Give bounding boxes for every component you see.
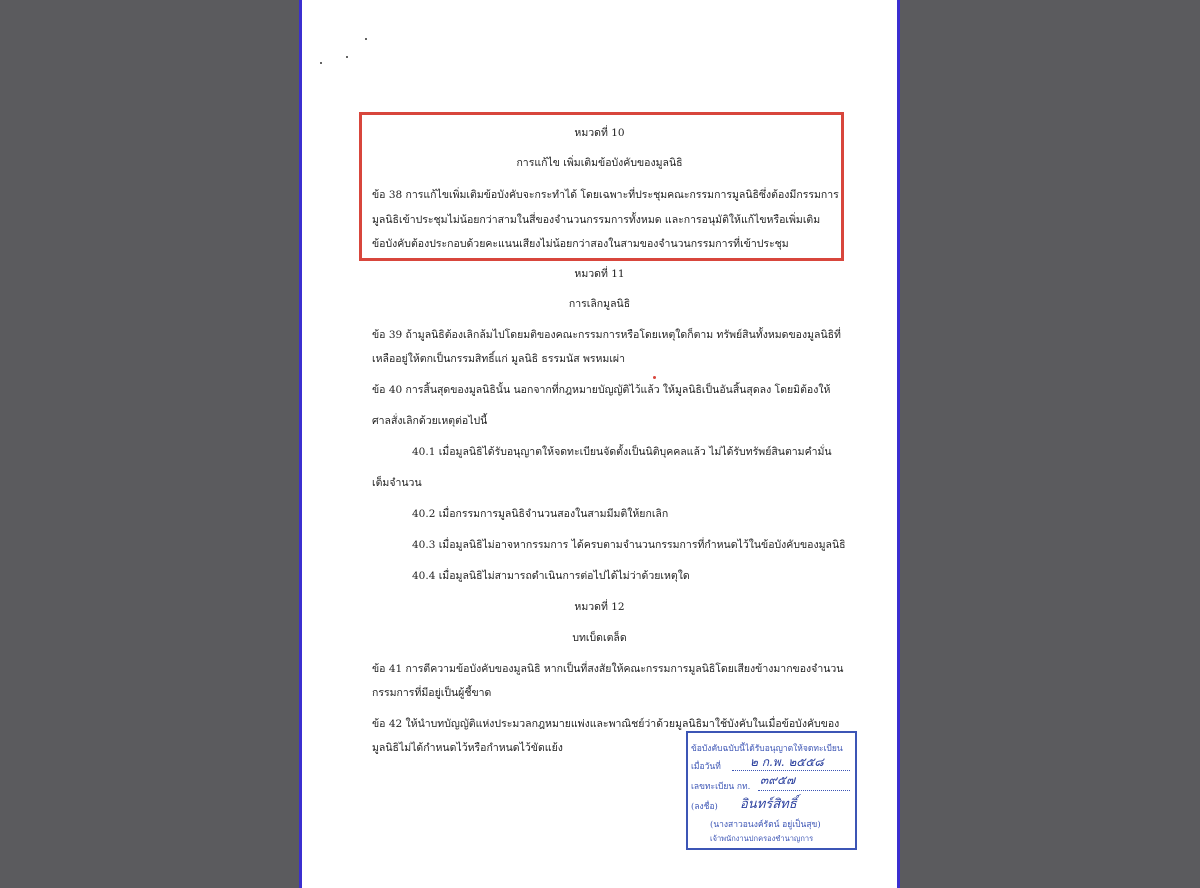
clause-42-line: ข้อ 42 ให้นำบทบัญญัติแห่งประมวลกฎหมายแพ่งและพาณิชย์ว่าด้วยมูลนิธิมาใช้บังคับในเมื่อข้อบังคับของ (372, 718, 840, 730)
stamp-officer-position: เจ้าพนักงานปกครองชำนาญการ (710, 834, 814, 843)
chapter-10-heading: หมวดที่ 10 (574, 127, 625, 139)
clause-41-line: กรรมการที่มีอยู่เป็นผู้ชี้ขาด (372, 687, 492, 699)
item-40-2: 40.2 เมื่อกรรมการมูลนิธิจำนวนสองในสามมีมติให้ยกเลิก (412, 508, 669, 520)
clause-38-line: มูลนิธิเข้าประชุมไม่น้อยกว่าสามในสี่ของจำนวนกรรมการทั้งหมด และการอนุมัติให้แก้ไขหรือเพิ่มเติม (372, 214, 821, 226)
clause-40-line: ศาลสั่งเลิกด้วยเหตุต่อไปนี้ (372, 415, 488, 427)
stamp-date-value: ๒ ก.พ. ๒๕๕๘ (750, 755, 824, 769)
scan-speck (346, 56, 348, 58)
clause-39-line: ข้อ 39 ถ้ามูลนิธิต้องเลิกล้มไปโดยมติของคณะกรรมการหรือโดยเหตุใดก็ตาม ทรัพย์สินทั้งหมดของมูลนิธิที่ (372, 329, 841, 341)
stamp-reg-line (758, 790, 850, 791)
scan-speck (320, 62, 322, 64)
item-40-1-line: 40.1 เมื่อมูลนิธิได้รับอนุญาตให้จดทะเบียนจัดตั้งเป็นนิติบุคคลแล้ว ไม่ได้รับทรัพย์สินตามคำมั่น (412, 446, 832, 458)
chapter-11-title: การเลิกมูลนิธิ (568, 298, 631, 310)
chapter-10-title: การแก้ไข เพิ่มเติมข้อบังคับของมูลนิธิ (516, 157, 683, 169)
scan-speck (365, 38, 367, 40)
ink-mark (653, 376, 656, 379)
clause-41-line: ข้อ 41 การตีความข้อบังคับของมูลนิธิ หากเป็นที่สงสัยให้คณะกรรมการมูลนิธิโดยเสียงข้างมากของจำนวน (372, 663, 844, 675)
item-40-3: 40.3 เมื่อมูลนิธิไม่อาจหากรรมการ ได้ครบตามจำนวนกรรมการที่กำหนดไว้ในข้อบังคับของมูลนิธิ (412, 539, 846, 551)
chapter-12-title: บทเบ็ดเตล็ด (572, 632, 627, 644)
item-40-1-line: เต็มจำนวน (372, 477, 422, 489)
clause-42-line: มูลนิธิไม่ได้กำหนดไว้หรือกำหนดไว้ขัดแย้ง (372, 742, 563, 754)
stamp-reg-label: เลขทะเบียน กท. (691, 782, 751, 792)
stamp-sign-label: (ลงชื่อ) (691, 802, 718, 812)
clause-40-line: ข้อ 40 การสิ้นสุดของมูลนิธินั้น นอกจากที่กฎหมายบัญญัติไว้แล้ว ให้มูลนิธิเป็นอันสิ้นสุดลง โดยมิต้องให้ (372, 384, 831, 396)
stamp-approval-text: ข้อบังคับฉบับนี้ได้รับอนุญาตให้จดทะเบียน (691, 744, 843, 754)
chapter-12-heading: หมวดที่ 12 (574, 601, 625, 613)
stamp-signature: อินทร์สิทธิ์ (740, 797, 797, 812)
stamp-date-label: เมื่อวันที่ (691, 762, 721, 772)
clause-38-line: ข้อ 38 การแก้ไขเพิ่มเติมข้อบังคับจะกระทำได้ โดยเฉพาะที่ประชุมคณะกรรมการมูลนิธิซึ่งต้องมีกรรมการ (372, 189, 839, 201)
clause-39-line: เหลืออยู่ให้ตกเป็นกรรมสิทธิ์แก่ มูลนิธิ ธรรมนัส พรหมเผ่า (372, 353, 625, 365)
stamp-officer-name: (นางสาวอนงค์รัตน์ อยู่เป็นสุข) (710, 820, 821, 830)
registration-stamp (686, 731, 857, 850)
item-40-4: 40.4 เมื่อมูลนิธิไม่สามารถดำเนินการต่อไปได้ไม่ว่าด้วยเหตุใด (412, 570, 690, 582)
stamp-reg-value: ๓๙๕๗ (760, 773, 796, 787)
document-page (299, 0, 900, 888)
clause-38-line: ข้อบังคับต้องประกอบด้วยคะแนนเสียงไม่น้อยกว่าสองในสามของจำนวนกรรมการที่เข้าประชุม (372, 238, 789, 250)
chapter-11-heading: หมวดที่ 11 (574, 268, 625, 280)
